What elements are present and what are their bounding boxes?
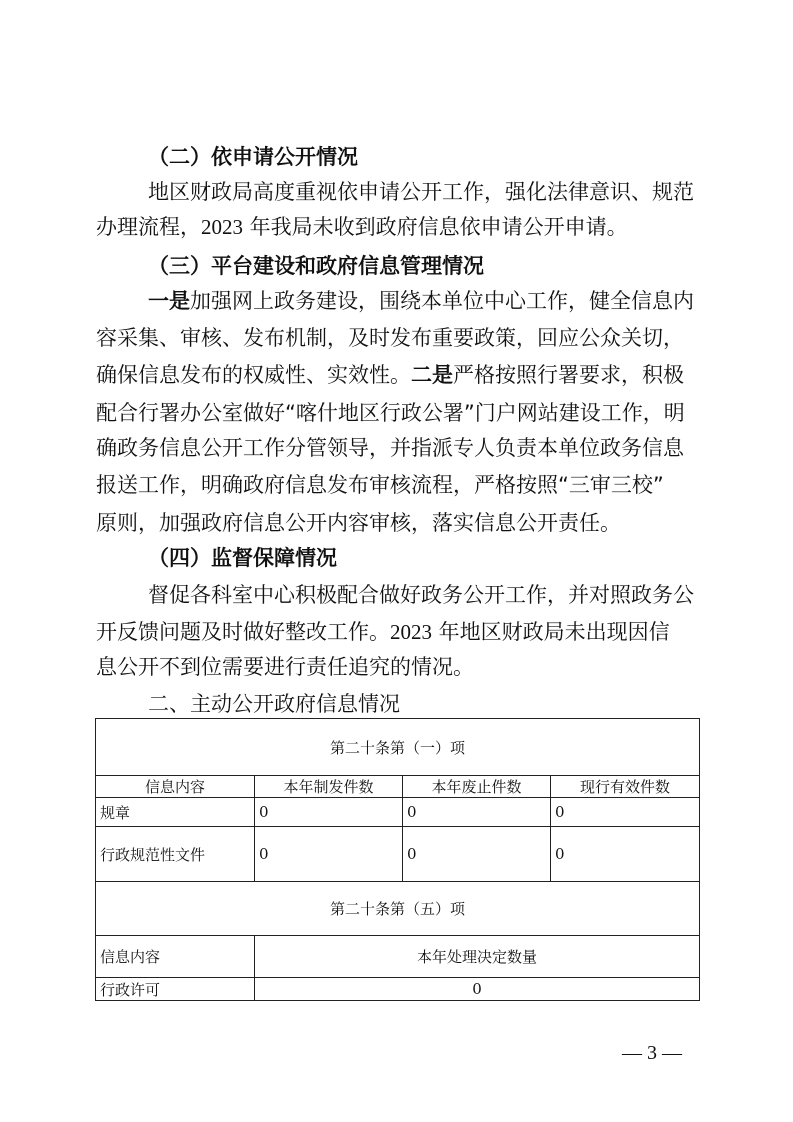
paragraph-line: 督促各科室中心积极配合做好政务公开工作，并对照政务公 (148, 583, 694, 607)
paragraph-line: 一是加强网上政务建设，围绕本单位中心工作，健全信息内 (148, 289, 694, 313)
table-row (96, 798, 700, 827)
paragraph-line: 开反馈问题及时做好整改工作。2023 年地区财政局未出现因信 (96, 620, 670, 644)
paragraph-line: 息公开不到位需要进行责任追究的情况。 (96, 655, 474, 679)
paragraph-line: 确政务信息公开工作分管领导，并指派专人负责本单位政务信息 (96, 436, 684, 460)
heading-platform-management: （三）平台建设和政府信息管理情况 (148, 254, 484, 278)
table-row (96, 827, 700, 882)
page-number: — 3 — (622, 1042, 682, 1064)
paragraph-line: 地区财政局高度重视依申请公开工作，强化法律意识、规范 (148, 180, 694, 204)
table-header: 本年处理决定数量 (255, 936, 700, 978)
table-section-title: 第二十条第（一）项 (96, 719, 700, 776)
cell-value: 0 (551, 798, 700, 827)
cell-value: 0 (255, 827, 403, 882)
disclosure-table (95, 718, 700, 1001)
row-label: 规章 (96, 798, 255, 827)
paragraph-line: 办理流程，2023 年我局未收到政府信息依申请公开申请。 (96, 215, 628, 239)
cell-value: 0 (255, 978, 700, 1001)
table-header: 本年制发件数 (255, 776, 403, 798)
paragraph-line: 报送工作，明确政府信息发布审核流程，严格按照“三审三校” (96, 473, 664, 497)
cell-value: 0 (255, 798, 403, 827)
cell-value: 0 (403, 827, 551, 882)
heading-on-request-disclosure: （二）依申请公开情况 (148, 145, 358, 169)
row-label: 行政许可 (96, 978, 255, 1001)
paragraph-line: 配合行署办公室做好“喀什地区行政公署”门户网站建设工作，明 (96, 401, 685, 425)
table-section-title: 第二十条第（五）项 (96, 882, 700, 936)
table-header: 现行有效件数 (551, 776, 700, 798)
cell-value: 0 (551, 827, 700, 882)
table-row (96, 978, 700, 1001)
paragraph-line: 原则，加强政府信息公开内容审核，落实信息公开责任。 (96, 511, 621, 535)
table-header: 信息内容 (96, 936, 255, 978)
heading-supervision: （四）监督保障情况 (148, 546, 337, 570)
table-row (96, 936, 700, 978)
paragraph-line: 容采集、审核、发布机制，及时发布重要政策，回应公众关切， (96, 326, 684, 350)
row-label: 行政规范性文件 (96, 827, 255, 882)
section-title-proactive-disclosure: 二、主动公开政府信息情况 (148, 692, 400, 716)
paragraph-line: 确保信息发布的权威性、实效性。二是严格按照行署要求，积极 (96, 363, 684, 387)
table-header: 本年废止件数 (403, 776, 551, 798)
cell-value: 0 (403, 798, 551, 827)
table-header: 信息内容 (96, 776, 255, 798)
